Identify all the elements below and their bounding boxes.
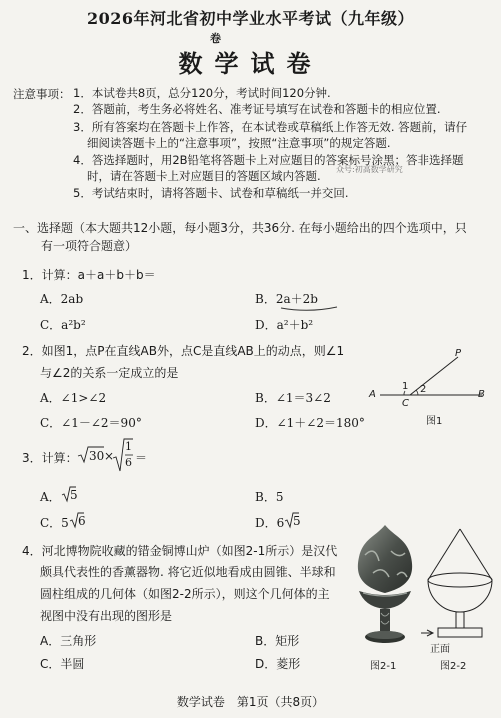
figure-2-1-censer-image xyxy=(345,525,425,655)
fig2-2-caption: 图2-2 xyxy=(440,661,467,672)
q2-option-c: C．∠1－∠2＝90° xyxy=(40,416,142,430)
q3-sqrt-30: 30 xyxy=(89,449,105,463)
fig1-label-c: C xyxy=(402,398,409,409)
q3-option-a-arg: 5 xyxy=(70,488,78,502)
q3-stem xyxy=(22,449,78,466)
cylinder-base xyxy=(438,628,482,637)
notes-label: 注意事项： xyxy=(13,87,71,101)
q1-handwritten-underline xyxy=(279,305,339,313)
q1-stem: 1．计算：a＋a＋b＋b＝ xyxy=(22,268,156,282)
q2-option-d: D．∠1＋∠2＝180° xyxy=(255,416,365,430)
stamp-mark: 卷 xyxy=(210,32,221,45)
note-item-4a: 4．答选择题时，用2B铅笔将答题卡上对应题目的答案标号涂黑；答非选择题 xyxy=(73,153,464,167)
q3-times: × xyxy=(104,449,115,463)
cone-right-edge xyxy=(460,529,492,580)
q4-option-a: A．三角形 xyxy=(40,634,97,648)
note-item-3b: 细阅读答题卡上的“注意事项”，按照“注意事项”的规定答题. xyxy=(87,136,391,150)
fig1-angle-2: 2 xyxy=(420,384,427,395)
q3-frac-den: 6 xyxy=(125,456,132,469)
q3-option-c-label: C．5 xyxy=(40,516,69,530)
note-item-1: 1．本试卷共8页，总分120分，考试时间120分钟. xyxy=(73,86,331,100)
fig1-caption: 图1 xyxy=(426,416,443,427)
q1-option-b: B．2a＋2b xyxy=(255,292,318,306)
q2-stem-1: 2．如图1，点P在直线AB外，点C是直线AB上的动点，则∠1 xyxy=(22,344,345,358)
q3-option-d-label: D．6 xyxy=(255,516,285,530)
fig2-1-caption: 图2-1 xyxy=(370,661,397,672)
cylinder-neck xyxy=(456,612,464,628)
fig1-angle-1: 1 xyxy=(402,381,409,392)
ray-cp xyxy=(410,357,458,395)
fig1-label-p: P xyxy=(455,348,462,359)
q3-option-d-arg: 5 xyxy=(293,514,301,528)
front-view-label: 正面 xyxy=(430,644,450,655)
q4-stem-3: 圆柱组成的几何体（如图2-2所示），则这个几何体的主 xyxy=(40,587,330,601)
q3-option-c-arg: 6 xyxy=(78,514,86,528)
q4-stem-1: 4．河北博物院收藏的错金铜博山炉（如图2-1所示）是汉代 xyxy=(22,544,338,558)
q4-stem-4: 视图中没有出现的图形是 xyxy=(40,609,173,623)
q4-stem-2: 颇具代表性的香薰器物. 将它近似地看成由圆锥、半球和 xyxy=(40,565,336,579)
note-item-4b: 时，请在答题卡上对应题目的答题区域内答题. xyxy=(87,169,321,183)
note-item-2: 2．答题前，考生务必将姓名、准考证号填写在试卷和答题卡的相应位置. xyxy=(73,102,441,116)
page-footer: 数学试卷 第1页（共8页） xyxy=(176,695,325,709)
q1-option-c: C．a²b² xyxy=(40,318,86,332)
q3-frac-num: 1 xyxy=(125,440,132,453)
fig1-label-a: A xyxy=(369,389,376,400)
q2-option-b: B．∠1＝3∠2 xyxy=(255,391,331,405)
note-item-3a: 3．所有答案均在答题卡上作答，在本试卷或草稿纸上作答无效. 答题前，请仔 xyxy=(73,120,468,134)
q2-option-a: A．∠1>∠2 xyxy=(40,391,107,405)
q4-option-c: C．半圆 xyxy=(40,657,85,671)
q3-stem-prefix: 3．计算： xyxy=(22,451,78,465)
figure-2-2-geometry xyxy=(425,525,500,655)
q2-stem-2: 与∠2的关系一定成立的是 xyxy=(40,366,179,380)
section-heading: 一、选择题（本大题共12小题，每小题3分，共36分. 在每小题给出的四个选项中，只 xyxy=(13,221,467,235)
cone-left-edge xyxy=(428,529,460,580)
q1-option-d: D．a²＋b² xyxy=(255,318,314,332)
watermark: 众号:初高数学研究 xyxy=(336,165,403,174)
section-heading-2: 有一项符合题意） xyxy=(41,239,138,253)
q3-option-a-label: A． xyxy=(40,490,61,504)
base-ellipse xyxy=(428,573,492,587)
q3-option-b: B．5 xyxy=(255,490,284,504)
exam-title: 2026年河北省初中学业水平考试（九年级） xyxy=(86,9,415,28)
note-item-5: 5．考试结束时，请将答题卡、试卷和草稿纸一并交回. xyxy=(73,186,349,200)
q4-option-b: B．矩形 xyxy=(255,634,300,648)
subject-title: 数学试卷 xyxy=(178,50,323,78)
q3-equals: ＝ xyxy=(135,451,148,465)
q4-option-d: D．菱形 xyxy=(255,657,301,671)
q1-option-a: A．2ab xyxy=(40,292,84,306)
fig1-label-b: B xyxy=(478,389,485,400)
